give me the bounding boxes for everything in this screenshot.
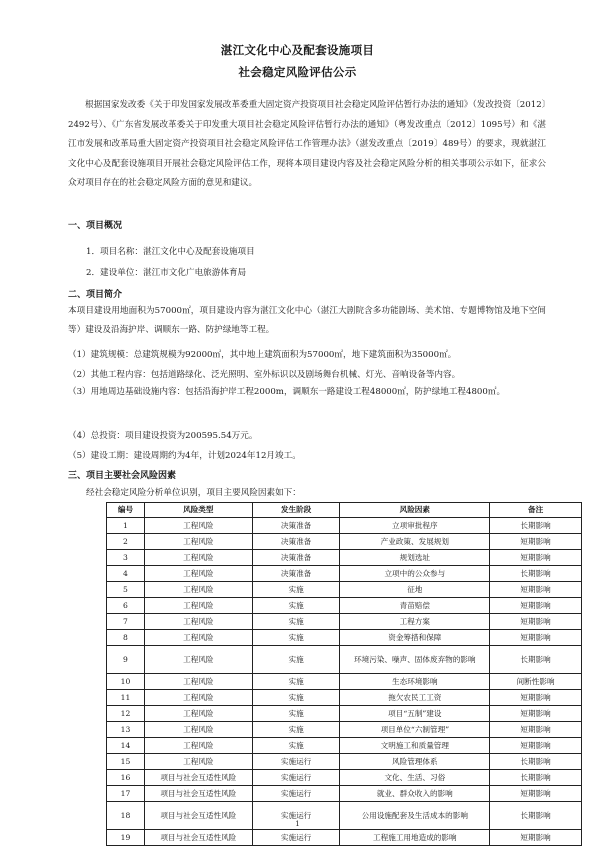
intro-paragraph: 根据国家发改委《关于印发国家发展改革委重大固定资产投资项目社会稳定风险评估暂行办法的通知》（发改投资〔2012〕2492号）、《广东省发展改革委关于印发重大项目社会稳定风险评估暂行办法的通知》（粤发改重点〔2012〕1095号）和《湛江市发展和改革局重大固定资产投资项目社会稳定风险评估工作管理办法》（湛发改重点〔2019〕489号）的要求，现就湛江文化中心及配套设施项目开展社会稳定风险评估工作，现将本项目建设内容及社会稳定风险分析的相关事项公示如下，征求公众对项目存在的社会稳定风险方面的意见和建议。 [68, 100, 546, 189]
cell-stage: 实施 [252, 722, 340, 738]
table-row [107, 566, 582, 582]
cell-risk-type: 工程风险 [144, 630, 252, 646]
cell-risk-type: 项目与社会互适性风险 [144, 802, 252, 830]
cell-remark: 短期影响 [490, 598, 582, 614]
cell-number: 19 [107, 830, 145, 846]
cell-risk-factor: 规划选址 [340, 550, 490, 566]
cell-risk-type: 工程风险 [144, 566, 252, 582]
cell-stage: 实施运行 [252, 830, 340, 846]
table-row [107, 614, 582, 630]
cell-stage: 决策准备 [252, 518, 340, 534]
cell-number: 12 [107, 706, 145, 722]
cell-number: 18 [107, 802, 145, 830]
cell-risk-type: 工程风险 [144, 706, 252, 722]
total-investment: （4）总投资：项目建设投资为200595.54万元。 [68, 431, 258, 441]
project-summary: 本项目建设用地面积为57000㎡，项目建设内容为湛江文化中心（湛江大剧院含多功能剧场、美术馆、专题博物馆及地下空间等）建设及沿海护岸、调顺东一路、防护绿地等工程。 [68, 306, 546, 336]
cell-stage: 实施 [252, 706, 340, 722]
cell-risk-type: 项目与社会互适性风险 [144, 786, 252, 802]
cell-risk-factor: 环境污染、噪声、固体废弃物的影响 [340, 646, 490, 674]
cell-stage: 实施运行 [252, 786, 340, 802]
table-row [107, 518, 582, 534]
cell-number: 8 [107, 630, 145, 646]
document-subtitle: 社会稳定风险评估公示 [238, 65, 357, 79]
cell-remark: 短期影响 [490, 738, 582, 754]
table-row [107, 738, 582, 754]
cell-number: 15 [107, 754, 145, 770]
cell-remark: 短期影响 [490, 786, 582, 802]
cell-risk-factor: 文化、生活、习俗 [340, 770, 490, 786]
header-number: 编号 [107, 503, 145, 518]
cell-risk-factor: 工程方案 [340, 614, 490, 630]
cell-risk-factor: 工程施工用地造成的影响 [340, 830, 490, 846]
cell-risk-type: 工程风险 [144, 722, 252, 738]
cell-risk-factor: 风险管理体系 [340, 754, 490, 770]
cell-risk-type: 项目与社会互适性风险 [144, 830, 252, 846]
header-stage: 发生阶段 [252, 503, 340, 518]
cell-stage: 决策准备 [252, 534, 340, 550]
cell-risk-type: 工程风险 [144, 646, 252, 674]
cell-remark: 长期影响 [490, 646, 582, 674]
cell-risk-factor: 生态环境影响 [340, 674, 490, 690]
cell-remark: 短期影响 [490, 550, 582, 566]
cell-stage: 实施 [252, 690, 340, 706]
cell-risk-factor: 立项中的公众参与 [340, 566, 490, 582]
document-title: 湛江文化中心及配套设施项目 [220, 43, 375, 57]
risk-table [106, 502, 582, 846]
cell-risk-type: 工程风险 [144, 614, 252, 630]
table-row [107, 830, 582, 846]
cell-remark: 短期影响 [490, 690, 582, 706]
cell-risk-factor: 文明施工和质量管理 [340, 738, 490, 754]
table-row [107, 582, 582, 598]
cell-number: 13 [107, 722, 145, 738]
cell-number: 5 [107, 582, 145, 598]
page-number: 1 [295, 820, 300, 828]
table-row [107, 770, 582, 786]
cell-remark: 短期影响 [490, 722, 582, 738]
cell-stage: 实施 [252, 674, 340, 690]
cell-number: 4 [107, 566, 145, 582]
cell-stage: 决策准备 [252, 566, 340, 582]
table-row [107, 674, 582, 690]
cell-stage: 实施 [252, 738, 340, 754]
table-row [107, 754, 582, 770]
cell-remark: 短期影响 [490, 582, 582, 598]
table-intro: 经社会稳定风险分析单位识别，项目主要风险因素如下： [86, 488, 301, 498]
building-scale: （1）建筑规模：总建筑规模为92000㎡，其中地上建筑面积为57000㎡，地下建筑面积为35000㎡。 [68, 350, 457, 360]
section1-heading: 一、项目概况 [68, 221, 123, 231]
cell-risk-type: 工程风险 [144, 754, 252, 770]
cell-number: 9 [107, 646, 145, 674]
cell-number: 17 [107, 786, 145, 802]
cell-remark: 长期影响 [490, 770, 582, 786]
table-row [107, 646, 582, 674]
cell-remark: 短期影响 [490, 534, 582, 550]
cell-risk-type: 工程风险 [144, 598, 252, 614]
cell-risk-type: 工程风险 [144, 690, 252, 706]
cell-remark: 间断性影响 [490, 674, 582, 690]
project-name: 1．项目名称：湛江文化中心及配套设施项目 [86, 247, 255, 257]
cell-risk-factor: 产业政策、发展规划 [340, 534, 490, 550]
table-row [107, 534, 582, 550]
cell-risk-type: 工程风险 [144, 550, 252, 566]
cell-risk-type: 工程风险 [144, 674, 252, 690]
cell-risk-factor: 征地 [340, 582, 490, 598]
table-row [107, 690, 582, 706]
cell-risk-type: 工程风险 [144, 582, 252, 598]
cell-risk-factor: 青苗赔偿 [340, 598, 490, 614]
cell-risk-factor: 公用设施配套及生活成本的影响 [340, 802, 490, 830]
cell-number: 3 [107, 550, 145, 566]
table-row [107, 630, 582, 646]
infrastructure: （3）用地周边基础设施内容：包括沿海护岸工程2000m，调顺东一路建设工程48000㎡，防护绿地工程4800㎡。 [68, 387, 506, 397]
table-row [107, 786, 582, 802]
cell-stage: 实施 [252, 630, 340, 646]
cell-stage: 实施 [252, 598, 340, 614]
cell-stage: 实施运行 [252, 802, 340, 830]
section2-heading: 二、项目简介 [68, 290, 123, 300]
cell-stage: 实施 [252, 582, 340, 598]
header-remark: 备注 [490, 503, 582, 518]
cell-remark: 短期影响 [490, 706, 582, 722]
cell-number: 1 [107, 518, 145, 534]
cell-risk-factor: 资金筹措和保障 [340, 630, 490, 646]
section3-heading: 三、项目主要社会风险因素 [68, 471, 177, 481]
cell-number: 6 [107, 598, 145, 614]
cell-remark: 短期影响 [490, 830, 582, 846]
cell-risk-type: 工程风险 [144, 738, 252, 754]
table-row [107, 598, 582, 614]
table-row [107, 550, 582, 566]
table-header-row [107, 503, 582, 518]
header-risk-factor: 风险因素 [340, 503, 490, 518]
cell-number: 7 [107, 614, 145, 630]
cell-stage: 实施 [252, 646, 340, 674]
risk-table-body [107, 518, 582, 846]
cell-number: 14 [107, 738, 145, 754]
cell-remark: 长期影响 [490, 518, 582, 534]
cell-risk-type: 工程风险 [144, 518, 252, 534]
cell-risk-factor: 项目单位“六制管理” [340, 722, 490, 738]
cell-risk-factor: 项目“五制”建设 [340, 706, 490, 722]
cell-number: 16 [107, 770, 145, 786]
header-risk-type: 风险类型 [144, 503, 252, 518]
construction-unit: 2．建设单位：湛江市文化广电旅游体育局 [86, 268, 247, 278]
table-row [107, 722, 582, 738]
cell-remark: 长期影响 [490, 802, 582, 830]
cell-number: 11 [107, 690, 145, 706]
other-works: （2）其他工程内容：包括道路绿化、泛光照明、室外标识以及剧场舞台机械、灯光、音响设备等内容。 [68, 370, 461, 380]
cell-remark: 短期影响 [490, 630, 582, 646]
cell-number: 2 [107, 534, 145, 550]
construction-period: （5）建设工期：建设周期约为4年，计划2024年12月竣工。 [68, 451, 301, 461]
cell-number: 10 [107, 674, 145, 690]
cell-remark: 长期影响 [490, 566, 582, 582]
cell-stage: 决策准备 [252, 550, 340, 566]
cell-remark: 长期影响 [490, 754, 582, 770]
cell-risk-factor: 立项审批程序 [340, 518, 490, 534]
cell-risk-type: 项目与社会互适性风险 [144, 770, 252, 786]
cell-risk-factor: 就业、群众收入的影响 [340, 786, 490, 802]
cell-stage: 实施运行 [252, 770, 340, 786]
cell-risk-type: 工程风险 [144, 534, 252, 550]
cell-risk-factor: 拖欠农民工工资 [340, 690, 490, 706]
cell-stage: 实施 [252, 614, 340, 630]
table-row [107, 706, 582, 722]
cell-stage: 实施运行 [252, 754, 340, 770]
cell-remark: 短期影响 [490, 614, 582, 630]
